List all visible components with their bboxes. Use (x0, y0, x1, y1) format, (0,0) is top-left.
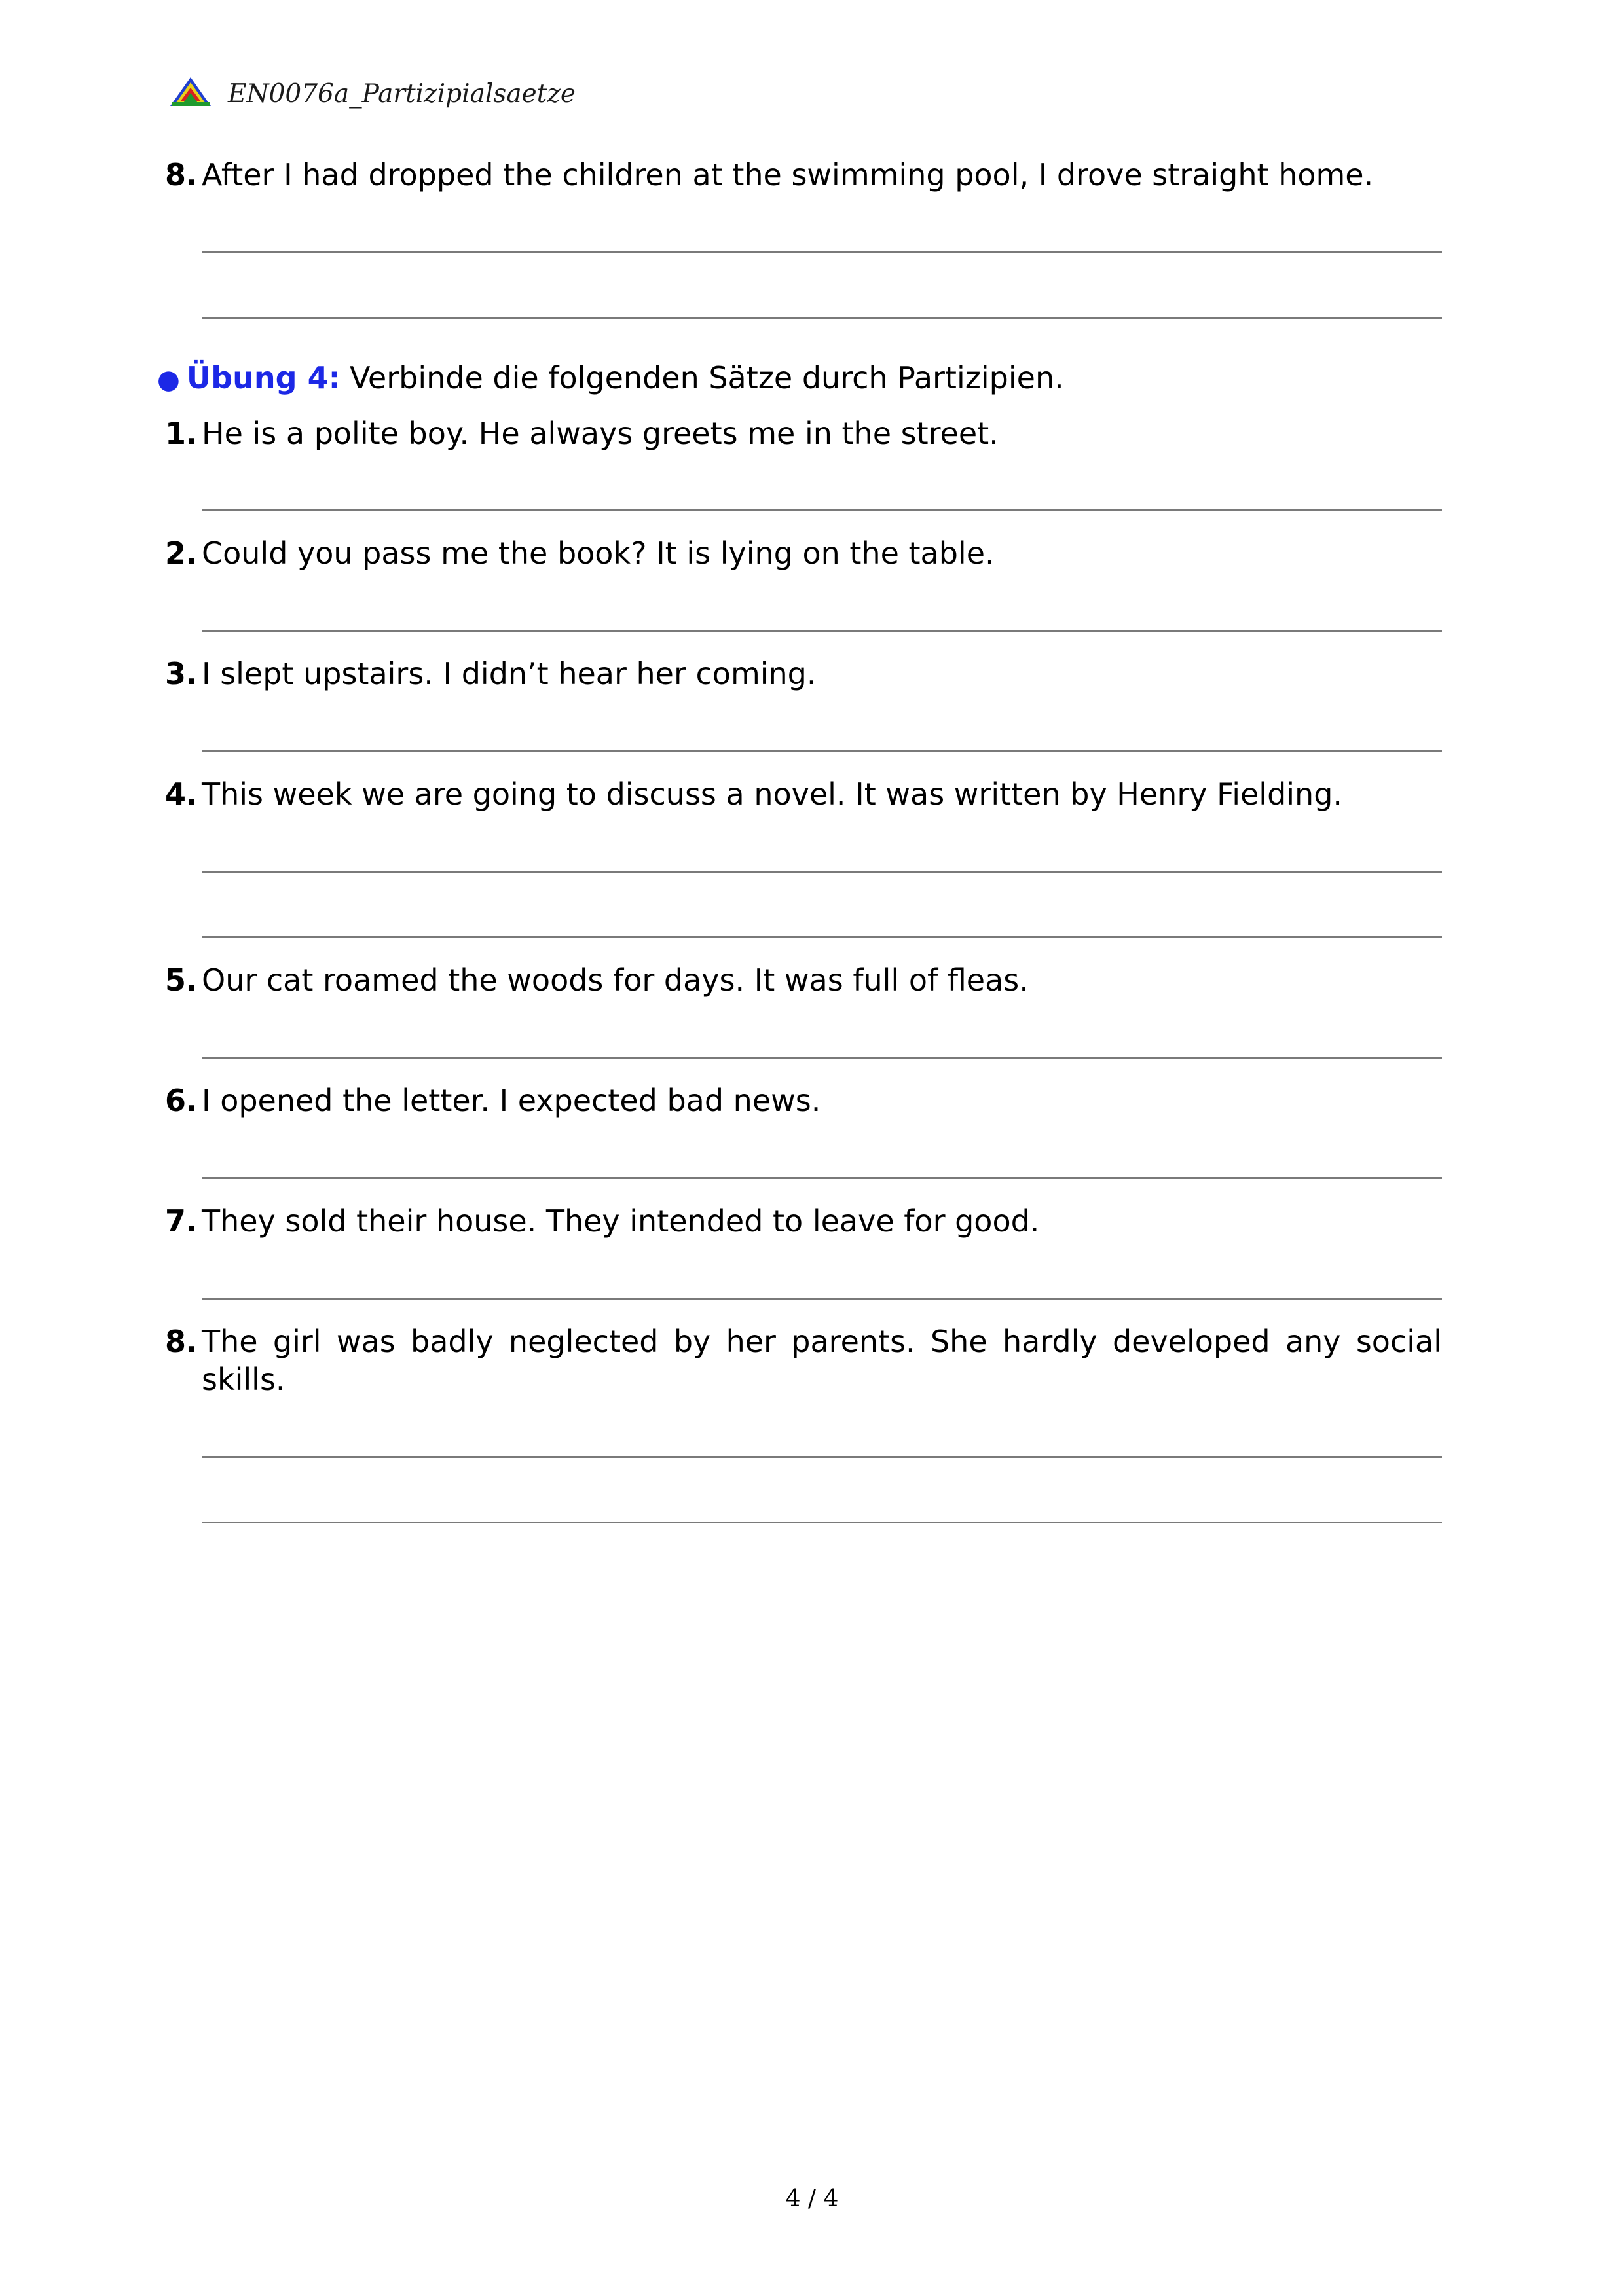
colorful-triangle-logo-icon (169, 76, 212, 109)
item-text: They sold their house. They intended to leave for good. (202, 1203, 1040, 1239)
answer-line[interactable] (202, 871, 1442, 873)
page-header (169, 73, 1086, 113)
answer-line[interactable] (202, 1522, 1442, 1523)
item-number: 5. (165, 962, 198, 998)
item-text: Could you pass me the book? It is lying on the table. (202, 536, 995, 571)
answer-line[interactable] (202, 1057, 1442, 1059)
exercise-instruction: Verbinde die folgenden Sätze durch Partizipien. (350, 360, 1064, 395)
item-text: I slept upstairs. I didn’t hear her coming. (202, 656, 817, 691)
answer-line[interactable] (202, 1456, 1442, 1458)
page-number: 4 / 4 (785, 2185, 839, 2212)
answer-line[interactable] (202, 1177, 1442, 1179)
item-number: 6. (165, 1083, 198, 1118)
exercise-4-heading (157, 359, 1441, 399)
item-text: The girl was badly neglected by her parents. She hardly developed any social skills. (202, 1324, 1442, 1397)
answer-line[interactable] (202, 251, 1442, 253)
document-title: EN0076a_Partizipialsaetze (228, 79, 576, 109)
item-number: 8. (165, 1324, 198, 1359)
answer-line[interactable] (202, 936, 1442, 938)
bullet-icon: ● (157, 365, 180, 395)
answer-line[interactable] (202, 630, 1442, 632)
item-text: He is a polite boy. He always greets me in the street. (202, 416, 999, 451)
answer-line[interactable] (202, 509, 1442, 511)
answer-line[interactable] (202, 317, 1442, 319)
exercise-label: Übung 4: (186, 360, 341, 395)
item-number: 8. (165, 157, 198, 192)
item-number: 2. (165, 536, 198, 571)
item-text: I opened the letter. I expected bad news. (202, 1083, 821, 1118)
item-number: 3. (165, 656, 198, 691)
item-number: 7. (165, 1203, 198, 1239)
item-text: After I had dropped the children at the swimming pool, I drove straight home. (202, 157, 1374, 192)
item-text: This week we are going to discuss a novel. It was written by Henry Fielding. (202, 776, 1343, 812)
item-number: 1. (165, 416, 198, 451)
answer-line[interactable] (202, 750, 1442, 752)
answer-line[interactable] (202, 1298, 1442, 1300)
item-number: 4. (165, 776, 198, 812)
item-text: Our cat roamed the woods for days. It was full of fleas. (202, 962, 1029, 998)
